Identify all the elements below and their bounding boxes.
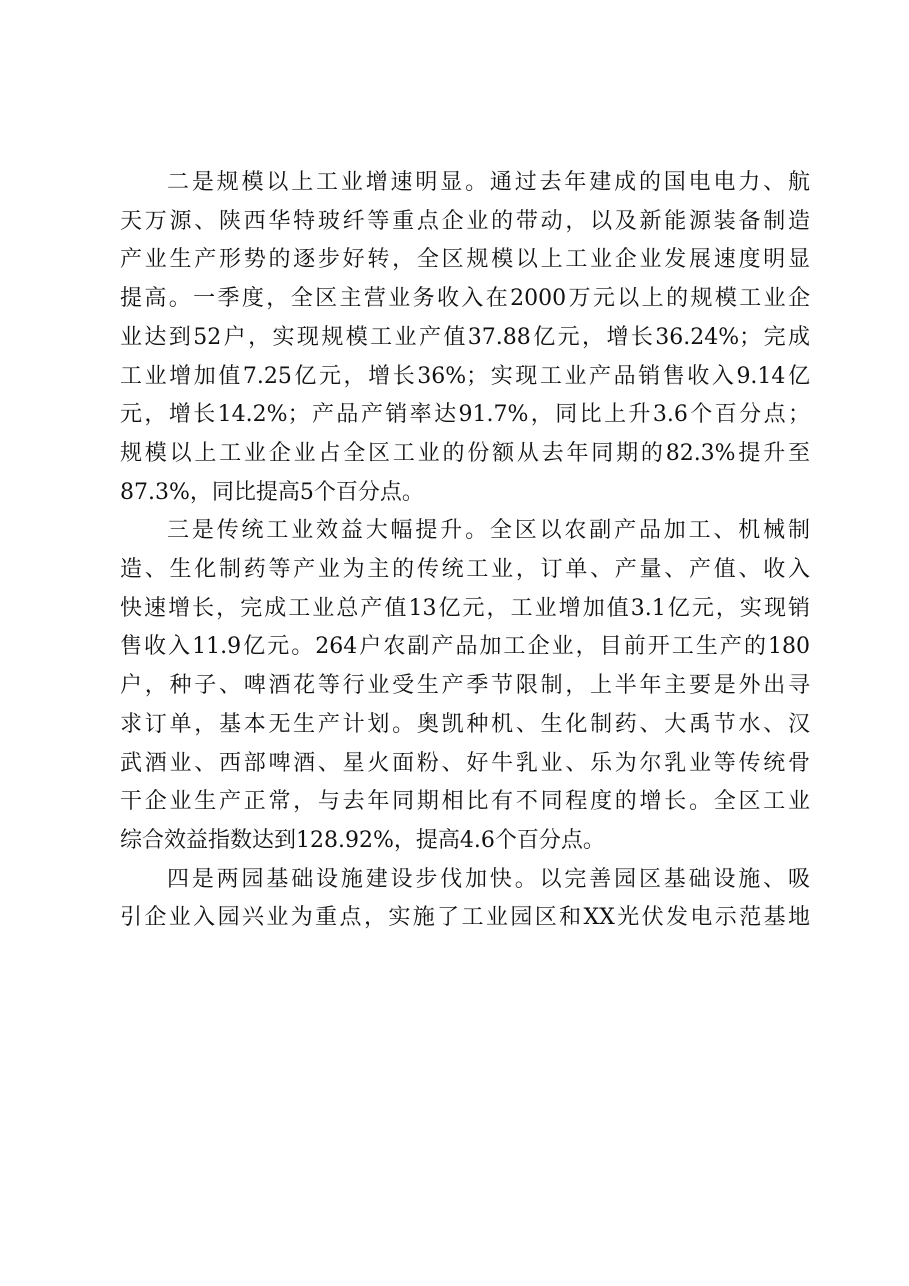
text-line: 引企业入园兴业为重点，实施了工业园区和XX光伏发电示范基地 [120,905,810,931]
text-line: 综合效益指数达到128.92%，提高4.6个百分点。 [120,827,605,853]
text-line: 业达到52户，实现规模工业产值37.88亿元，增长36.24%；完成 [120,324,810,350]
paragraph-industrial-parks [120,861,810,938]
text-line: 提高。一季度，全区主营业务收入在2000万元以上的规模工业企 [120,286,810,312]
text-line: 二是规模以上工业增速明显。通过去年建成的国电电力、航 [167,170,810,195]
text-line: 售收入11.9亿元。264户农副产品加工企业，目前开工生产的180 [120,634,810,660]
text-line: 武酒业、西部啤酒、星火面粉、好牛乳业、乐为尔乳业等传统骨 [120,750,810,776]
paragraph-traditional-industry [120,512,810,860]
paragraph-scale-industry [120,164,810,512]
text-line: 三是传统工业效益大幅提升。全区以农副产品加工、机械制 [167,518,810,544]
text-line: 工业增加值7.25亿元，增长36%；实现工业产品销售收入9.14亿 [120,363,810,389]
text-line: 干企业生产正常，与去年同期相比有不同程度的增长。全区工业 [120,789,810,815]
text-line: 四是两园基础设施建设步伐加快。以完善园区基础设施、吸 [167,866,810,892]
text-line: 产业生产形势的逐步好转，全区规模以上工业企业发展速度明显 [120,247,810,273]
text-line: 规模以上工业企业占全区工业的份额从去年同期的82.3%提升至 [120,440,810,466]
text-line: 87.3%，同比提高5个百分点。 [120,479,424,505]
text-line: 造、生化制药等产业为主的传统工业，订单、产量、产值、收入 [120,557,810,583]
text-line: 元，增长14.2%；产品产销率达91.7%，同比上升3.6个百分点； [120,402,810,428]
text-line: 户，种子、啤酒花等行业受生产季节限制，上半年主要是外出寻 [120,673,810,699]
document-body [120,164,810,938]
text-line: 求订单，基本无生产计划。奥凯种机、生化制药、大禹节水、汉 [120,711,810,737]
text-line: 天万源、陕西华特玻纤等重点企业的带动，以及新能源装备制造 [120,208,810,234]
text-line: 快速增长，完成工业总产值13亿元，工业增加值3.1亿元，实现销 [120,595,810,621]
